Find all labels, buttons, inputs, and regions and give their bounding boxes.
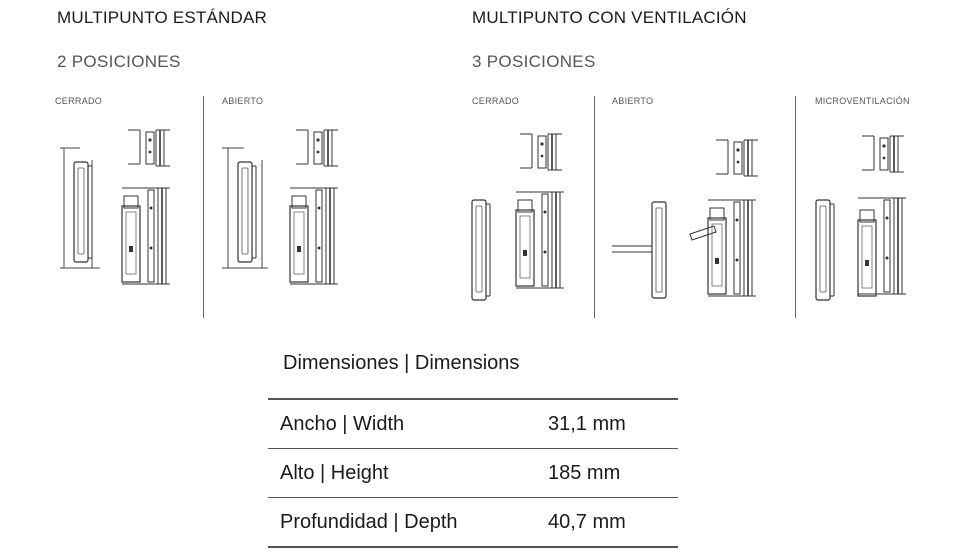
row-label: Ancho | Width (280, 413, 405, 435)
label-standard-open: ABIERTO (222, 96, 264, 106)
ventilation-title: MULTIPUNTO CON VENTILACIÓN (472, 8, 747, 27)
row-label: Alto | Height (280, 462, 389, 484)
ventilation-positions: 3 POSICIONES (472, 52, 596, 71)
row-value: 185 mm (548, 462, 621, 484)
standard-positions: 2 POSICIONES (57, 52, 181, 71)
table-row (268, 449, 678, 497)
label-vent-micro: MICROVENTILACIÓN (815, 96, 910, 106)
standard-title: MULTIPUNTO ESTÁNDAR (57, 8, 268, 27)
row-label: Profundidad | Depth (280, 511, 458, 533)
table-row (268, 498, 678, 546)
table-bottom-rule (268, 546, 678, 548)
label-vent-closed: CERRADO (472, 96, 520, 106)
row-value: 31,1 mm (548, 413, 626, 435)
label-standard-closed: CERRADO (55, 96, 103, 106)
table-row (268, 400, 678, 448)
row-value: 40,7 mm (548, 511, 626, 533)
label-vent-open: ABIERTO (612, 96, 654, 106)
dimensions-title: Dimensiones | Dimensions (283, 352, 520, 374)
